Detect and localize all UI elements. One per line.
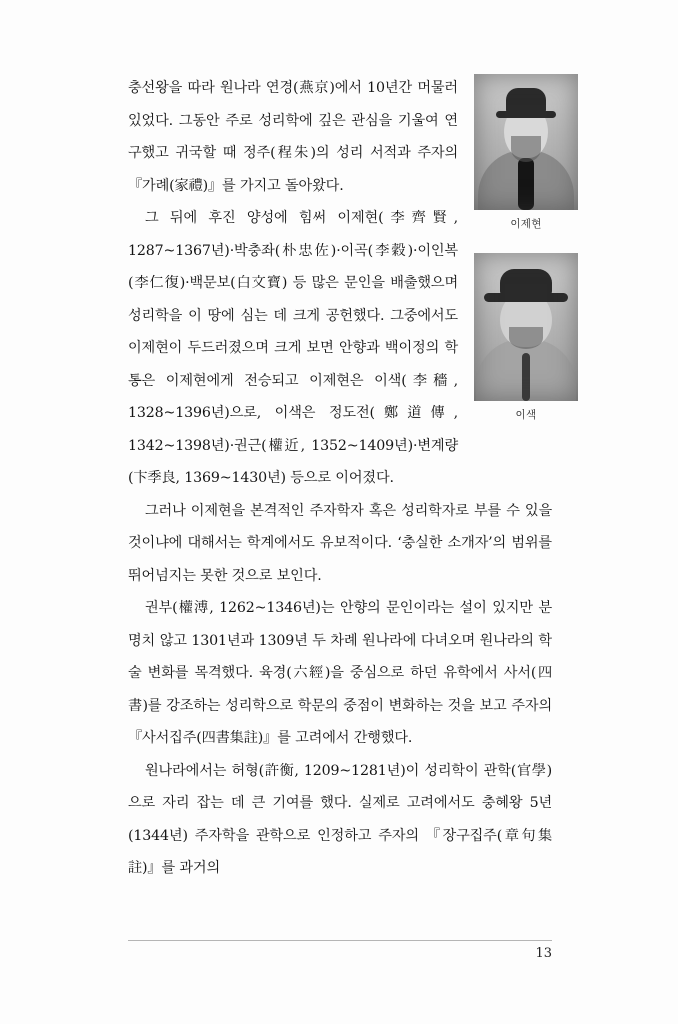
footer-rule — [128, 940, 552, 941]
paragraph-2: 그 뒤에 후진 양성에 힘써 이제현(李齊賢, 1287~1367년)·박충좌(朴忠佐)·이곡(李穀)·이인복(李仁復)·백문보(白文寶) 등 많은 문인을 배출했으며 성리학을 이 땅에 심는 데 크게 공헌했다. 그중에서도 이제현이 두드러졌으며 크게 보면 안향과 백이정의 학통은 이제현에게 전승되고 이제현은 이색(李穡, 1328~1396년)으로, 이색은 정도전(鄭道傳, 1342~1398년)·권근(權近, 1352~1409년)·변계량(卞季良, 1369~1430년) 등으로 이어졌다. — [128, 210, 458, 486]
body-text — [128, 72, 552, 885]
paragraph-5: 원나라에서는 허형(許衡, 1209~1281년)이 성리학이 관학(官學)으로 자리 잡는 데 큰 기여를 했다. 실제로 고려에서도 충혜왕 5년(1344년) 주자학을 관학으로 인정하고 주자의 『장구집주(章句集註)』를 과거의 — [128, 762, 552, 876]
paragraph-1: 충선왕을 따라 원나라 연경(燕京)에서 10년간 머물러 있었다. 그동안 주로 성리학에 깊은 관심을 기울여 연구했고 귀국할 때 정주(程朱)의 성리 서적과 주자의 『가례(家禮)』를 가지고 돌아왔다. — [128, 80, 458, 194]
paragraph-4: 권부(權溥, 1262~1346년)는 안향의 문인이라는 설이 있지만 분명치 않고 1301년과 1309년 두 차례 원나라에 다녀오며 원나라의 학술 변화를 목격했다. 육경(六經)을 중심으로 하던 유학에서 사서(四書)를 강조하는 성리학으로 학문의 중점이 변화하는 것을 보고 주자의 『사서집주(四書集註)』를 고려에서 간행했다. — [128, 600, 552, 746]
page-number: 13 — [535, 946, 552, 961]
figure-caption: 이색 — [515, 409, 537, 421]
figure-caption: 이제현 — [510, 218, 542, 230]
paragraph-3: 그러나 이제현을 본격적인 주자학자 혹은 성리학자로 부를 수 있을 것이냐에 대해서는 학계에서도 유보적이다. ‘충실한 소개자’의 범위를 뛰어넘지는 못한 것으로 보인다. — [128, 502, 552, 584]
